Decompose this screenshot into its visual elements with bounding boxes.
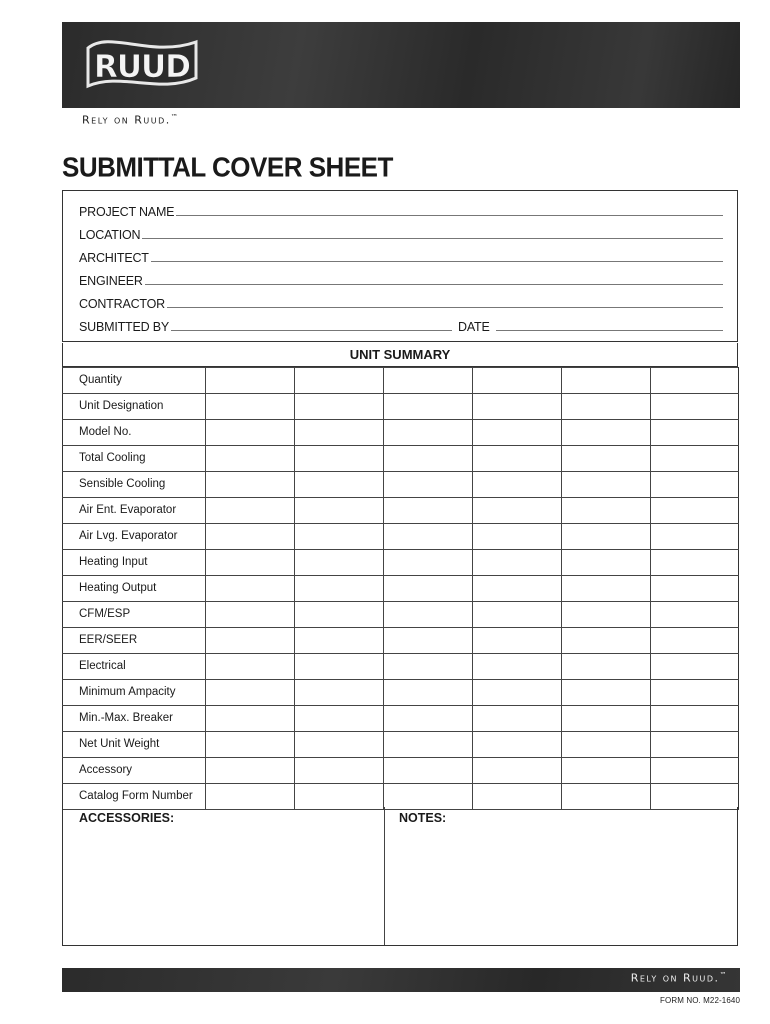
unit-value-cell[interactable] — [384, 732, 473, 758]
unit-value-cell[interactable] — [651, 732, 739, 758]
project-info-box — [62, 190, 738, 342]
unit-value-cell[interactable] — [384, 758, 473, 784]
unit-value-cell[interactable] — [206, 394, 295, 420]
unit-value-cell[interactable] — [562, 446, 651, 472]
unit-value-cell[interactable] — [384, 498, 473, 524]
unit-summary-table — [62, 367, 739, 810]
unit-value-cell[interactable] — [206, 576, 295, 602]
unit-value-cell[interactable] — [473, 446, 562, 472]
unit-value-cell[interactable] — [206, 368, 295, 394]
submitted-by-row — [79, 314, 723, 334]
unit-value-cell[interactable] — [562, 654, 651, 680]
unit-value-cell[interactable] — [473, 680, 562, 706]
unit-value-cell[interactable] — [384, 550, 473, 576]
engineer-label: ENGINEER — [79, 274, 143, 288]
unit-value-cell[interactable] — [206, 784, 295, 810]
unit-value-cell[interactable] — [562, 472, 651, 498]
unit-value-cell[interactable] — [206, 472, 295, 498]
row-label: Min.-Max. Breaker — [63, 706, 206, 732]
unit-value-cell[interactable] — [562, 680, 651, 706]
unit-value-cell[interactable] — [206, 446, 295, 472]
row-label: Air Ent. Evaporator — [63, 498, 206, 524]
unit-value-cell[interactable] — [473, 706, 562, 732]
project-name-label: PROJECT NAME — [79, 205, 175, 219]
unit-value-cell[interactable] — [295, 446, 384, 472]
row-label: Accessory — [63, 758, 206, 784]
unit-value-cell[interactable] — [562, 758, 651, 784]
ruud-logo — [80, 28, 204, 100]
accessories-section[interactable] — [63, 807, 385, 945]
unit-value-cell[interactable] — [206, 758, 295, 784]
unit-value-cell[interactable] — [295, 524, 384, 550]
unit-value-cell[interactable] — [295, 706, 384, 732]
date-label: DATE — [458, 320, 490, 334]
unit-value-cell[interactable] — [473, 784, 562, 810]
date-field[interactable] — [452, 320, 723, 334]
unit-value-cell[interactable] — [206, 524, 295, 550]
unit-value-cell[interactable] — [651, 472, 739, 498]
unit-value-cell[interactable] — [206, 680, 295, 706]
submitted-by-line[interactable] — [171, 330, 452, 331]
unit-value-cell[interactable] — [651, 654, 739, 680]
row-label: Catalog Form Number — [63, 784, 206, 810]
unit-summary-title: UNIT SUMMARY — [62, 343, 738, 367]
row-label: Air Lvg. Evaporator — [63, 524, 206, 550]
unit-value-cell[interactable] — [295, 654, 384, 680]
row-label: Unit Designation — [63, 394, 206, 420]
row-label: EER/SEER — [63, 628, 206, 654]
unit-value-cell[interactable] — [384, 368, 473, 394]
form-number: FORM NO. M22-1640 — [660, 996, 740, 1005]
table-row — [63, 550, 739, 576]
row-label: Minimum Ampacity — [63, 680, 206, 706]
unit-value-cell[interactable] — [651, 576, 739, 602]
unit-value-cell[interactable] — [473, 654, 562, 680]
unit-value-cell[interactable] — [295, 498, 384, 524]
unit-value-cell[interactable] — [295, 784, 384, 810]
unit-value-cell[interactable] — [651, 498, 739, 524]
row-label: Total Cooling — [63, 446, 206, 472]
row-label: CFM/ESP — [63, 602, 206, 628]
unit-value-cell[interactable] — [473, 602, 562, 628]
unit-value-cell[interactable] — [562, 498, 651, 524]
unit-value-cell[interactable] — [473, 524, 562, 550]
architect-line[interactable] — [151, 261, 723, 262]
row-label: Electrical — [63, 654, 206, 680]
table-row — [63, 368, 739, 394]
unit-value-cell[interactable] — [295, 420, 384, 446]
unit-value-cell[interactable] — [206, 602, 295, 628]
unit-value-cell[interactable] — [384, 654, 473, 680]
unit-value-cell[interactable] — [562, 576, 651, 602]
table-row — [63, 446, 739, 472]
row-label: Sensible Cooling — [63, 472, 206, 498]
unit-value-cell[interactable] — [384, 602, 473, 628]
unit-value-cell[interactable] — [295, 680, 384, 706]
unit-value-cell[interactable] — [295, 758, 384, 784]
unit-value-cell[interactable] — [473, 472, 562, 498]
unit-value-cell[interactable] — [651, 602, 739, 628]
architect-field[interactable] — [79, 245, 723, 265]
table-row — [63, 654, 739, 680]
date-line[interactable] — [496, 330, 723, 331]
unit-value-cell[interactable] — [562, 524, 651, 550]
unit-value-cell[interactable] — [384, 420, 473, 446]
accessories-label: ACCESSORIES: — [79, 811, 175, 825]
table-row — [63, 680, 739, 706]
table-row — [63, 498, 739, 524]
table-row — [63, 602, 739, 628]
unit-value-cell[interactable] — [562, 784, 651, 810]
row-label: Net Unit Weight — [63, 732, 206, 758]
table-row — [63, 628, 739, 654]
unit-value-cell[interactable] — [651, 628, 739, 654]
engineer-line[interactable] — [145, 284, 723, 285]
table-row — [63, 758, 739, 784]
footer-tagline: Rely on Ruud.™ — [630, 971, 728, 985]
unit-value-cell[interactable] — [473, 628, 562, 654]
unit-value-cell[interactable] — [206, 706, 295, 732]
notes-section[interactable] — [385, 807, 737, 945]
unit-value-cell[interactable] — [651, 420, 739, 446]
unit-value-cell[interactable] — [562, 550, 651, 576]
unit-value-cell[interactable] — [206, 654, 295, 680]
unit-value-cell[interactable] — [473, 758, 562, 784]
table-row — [63, 524, 739, 550]
unit-value-cell[interactable] — [295, 602, 384, 628]
unit-value-cell[interactable] — [473, 550, 562, 576]
unit-value-cell[interactable] — [384, 706, 473, 732]
unit-value-cell[interactable] — [562, 732, 651, 758]
unit-value-cell[interactable] — [384, 680, 473, 706]
unit-value-cell[interactable] — [651, 446, 739, 472]
location-label: LOCATION — [79, 228, 141, 242]
unit-value-cell[interactable] — [295, 472, 384, 498]
table-row — [63, 706, 739, 732]
unit-value-cell[interactable] — [562, 394, 651, 420]
contractor-line[interactable] — [167, 307, 723, 308]
unit-value-cell[interactable] — [651, 680, 739, 706]
location-field[interactable] — [79, 222, 723, 242]
unit-value-cell[interactable] — [473, 498, 562, 524]
location-line[interactable] — [142, 238, 723, 239]
unit-value-cell[interactable] — [651, 550, 739, 576]
unit-value-cell[interactable] — [384, 784, 473, 810]
unit-value-cell[interactable] — [206, 420, 295, 446]
table-row — [63, 472, 739, 498]
unit-value-cell[interactable] — [384, 446, 473, 472]
unit-value-cell[interactable] — [295, 732, 384, 758]
project-name-field[interactable] — [79, 199, 723, 219]
row-label: Heating Output — [63, 576, 206, 602]
unit-value-cell[interactable] — [384, 472, 473, 498]
submitted-by-field[interactable] — [79, 320, 452, 334]
unit-value-cell[interactable] — [295, 628, 384, 654]
table-row — [63, 784, 739, 810]
table-row — [63, 576, 739, 602]
unit-value-cell[interactable] — [473, 576, 562, 602]
contractor-label: CONTRACTOR — [79, 297, 165, 311]
project-name-line[interactable] — [176, 215, 723, 216]
contractor-field[interactable] — [79, 291, 723, 311]
unit-value-cell[interactable] — [562, 420, 651, 446]
logo-text: RUUD — [94, 49, 190, 85]
unit-value-cell[interactable] — [473, 394, 562, 420]
unit-value-cell[interactable] — [651, 524, 739, 550]
unit-value-cell[interactable] — [295, 394, 384, 420]
page-title: SUBMITTAL COVER SHEET — [62, 151, 393, 183]
table-row — [63, 394, 739, 420]
unit-value-cell[interactable] — [384, 524, 473, 550]
unit-value-cell[interactable] — [206, 732, 295, 758]
unit-value-cell[interactable] — [384, 394, 473, 420]
unit-value-cell[interactable] — [473, 420, 562, 446]
unit-value-cell[interactable] — [651, 394, 739, 420]
row-label: Quantity — [63, 368, 206, 394]
table-row — [63, 420, 739, 446]
submitted-by-label: SUBMITTED BY — [79, 320, 169, 334]
unit-value-cell[interactable] — [651, 784, 739, 810]
unit-value-cell[interactable] — [384, 576, 473, 602]
unit-value-cell[interactable] — [562, 602, 651, 628]
engineer-field[interactable] — [79, 268, 723, 288]
unit-value-cell[interactable] — [295, 368, 384, 394]
notes-label: NOTES: — [399, 811, 447, 825]
table-row — [63, 732, 739, 758]
unit-value-cell[interactable] — [562, 628, 651, 654]
unit-value-cell[interactable] — [295, 550, 384, 576]
unit-value-cell[interactable] — [562, 706, 651, 732]
unit-value-cell[interactable] — [651, 758, 739, 784]
unit-value-cell[interactable] — [651, 706, 739, 732]
unit-value-cell[interactable] — [473, 368, 562, 394]
architect-label: ARCHITECT — [79, 251, 149, 265]
unit-value-cell[interactable] — [384, 628, 473, 654]
unit-value-cell[interactable] — [651, 368, 739, 394]
row-label: Model No. — [63, 420, 206, 446]
row-label: Heating Input — [63, 550, 206, 576]
unit-value-cell[interactable] — [562, 368, 651, 394]
unit-value-cell[interactable] — [473, 732, 562, 758]
accessories-notes-box — [62, 807, 738, 946]
unit-value-cell[interactable] — [295, 576, 384, 602]
unit-value-cell[interactable] — [206, 628, 295, 654]
unit-value-cell[interactable] — [206, 550, 295, 576]
unit-value-cell[interactable] — [206, 498, 295, 524]
brand-tagline: Rely on Ruud.™ — [82, 113, 180, 127]
